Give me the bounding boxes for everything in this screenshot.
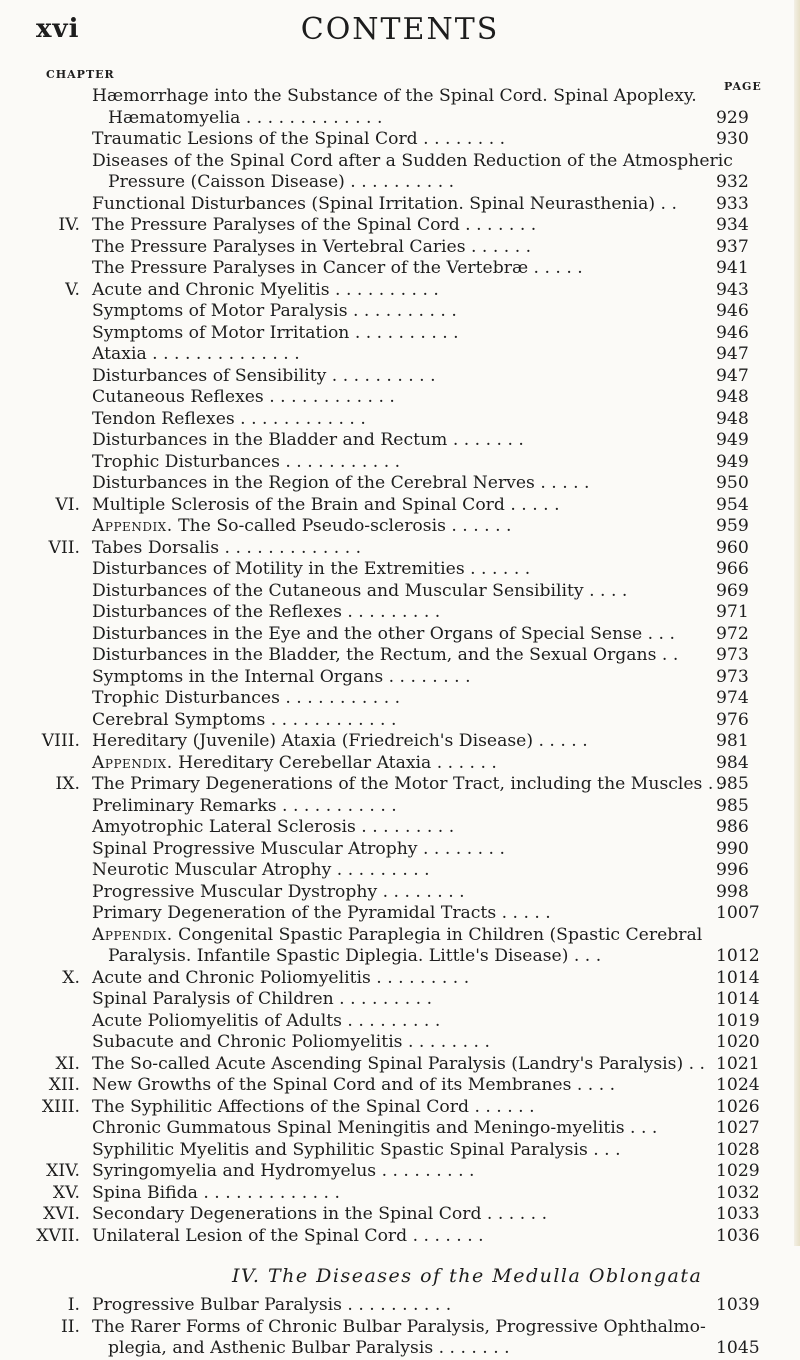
entry-title [92, 86, 697, 108]
entry-text: Hereditary (Juvenile) Ataxia (Friedreich's Disease) . . . . . [92, 731, 588, 751]
entry-text: The So-called Pseudo-sclerosis . . . . . . [178, 516, 512, 536]
page-ref: 990 [716, 838, 749, 859]
page-ref: 948 [716, 408, 749, 429]
page-ref: 1020 [716, 1032, 760, 1052]
entry-title [92, 409, 366, 431]
page-ref: 986 [716, 817, 749, 837]
page-ref: 932 [716, 172, 749, 192]
page-ref: 941 [716, 258, 749, 278]
page-ref: 973 [716, 645, 749, 665]
toc-entry [0, 624, 800, 646]
toc-entry [0, 387, 800, 409]
page-ref: 981 [716, 731, 749, 751]
page-ref: 969 [716, 580, 749, 601]
entry-title [92, 215, 536, 237]
page-ref: 929 [716, 107, 749, 128]
page-ref: 998 [716, 881, 749, 902]
entry-title [92, 710, 396, 732]
toc-entry [0, 989, 800, 1011]
entry-title [92, 1317, 706, 1339]
page-ref: 1032 [716, 1182, 760, 1203]
toc-entry [0, 1140, 800, 1162]
chapter-number: IX. [55, 774, 80, 794]
page-ref: 972 [716, 623, 749, 644]
entry-title [92, 839, 505, 861]
entry-text: Progressive Muscular Dystrophy . . . . . . . . [92, 881, 465, 902]
appendix-label: Appendix. [92, 924, 173, 945]
toc-entry [0, 688, 800, 710]
toc-entry [0, 1118, 800, 1140]
entry-text: Ataxia . . . . . . . . . . . . . . [92, 344, 300, 364]
entry-title [92, 1161, 474, 1183]
page-ref: 1014 [716, 967, 760, 988]
toc-entry [0, 516, 800, 538]
entry-title [92, 645, 678, 667]
entry-title [92, 602, 440, 624]
toc-entry [0, 925, 800, 947]
entry-text: Paralysis. Infantile Spastic Diplegia. Little's Disease) . . . [108, 946, 602, 966]
toc-entry [0, 1295, 800, 1317]
page-ref: 1036 [716, 1225, 760, 1246]
page-ref: 930 [716, 129, 749, 149]
entry-text: Disturbances in the Region of the Cerebral Nerves . . . . . [92, 473, 590, 493]
entry-text: Pressure (Caisson Disease) . . . . . . . . . . [108, 172, 455, 192]
entry-title [108, 108, 382, 130]
entry-text: Neurotic Muscular Atrophy . . . . . . . . . [92, 860, 430, 880]
entry-text: Spinal Progressive Muscular Atrophy . . . . . . . . [92, 838, 505, 859]
page-ref: 1024 [716, 1075, 760, 1095]
entry-text: Disturbances of the Cutaneous and Muscular Sensibility . . . . [92, 580, 628, 601]
entry-title [108, 1338, 510, 1360]
page-ref: 947 [716, 344, 749, 364]
entry-title [92, 1097, 535, 1119]
entry-text: Syphilitic Myelitis and Syphilitic Spastic Spinal Paralysis . . . [92, 1139, 621, 1160]
toc-entry [0, 301, 800, 323]
page-ref: 937 [716, 236, 749, 257]
appendix-label: Appendix. [92, 752, 173, 773]
entry-title [92, 903, 551, 925]
running-head [0, 12, 800, 52]
entry-text: The Pressure Paralyses in Cancer of the Vertebræ . . . . . [92, 258, 583, 278]
toc-entry [0, 1097, 800, 1119]
entry-text: Hæmatomyelia . . . . . . . . . . . . . [108, 107, 383, 128]
page-title: CONTENTS [300, 12, 500, 47]
page-ref: 974 [716, 688, 749, 708]
toc-entry [0, 645, 800, 667]
entry-text: Symptoms in the Internal Organs . . . . . . . . [92, 666, 471, 687]
toc-entry [0, 538, 800, 560]
entry-title [92, 129, 505, 151]
chapter-number: VI. [55, 494, 80, 515]
page-ref: 959 [716, 516, 749, 536]
entry-title [92, 1295, 451, 1317]
toc-entry [0, 344, 800, 366]
entry-text: Chronic Gummatous Spinal Meningitis and Meningo-myelitis . . . [92, 1118, 658, 1138]
toc-entry [0, 753, 800, 775]
entry-text: The Pressure Paralyses of the Spinal Cord . . . . . . . [92, 215, 537, 235]
toc-entry [0, 817, 800, 839]
toc-entry [0, 968, 800, 990]
chapter-number: XVII. [36, 1225, 80, 1246]
page-ref: 949 [716, 451, 749, 472]
toc-entry [0, 882, 800, 904]
page-ref: 971 [716, 602, 749, 622]
entry-title [92, 323, 459, 345]
page-ref: 960 [716, 537, 749, 558]
entry-text: Functional Disturbances (Spinal Irritation. Spinal Neurasthenia) . . [92, 193, 677, 214]
page-ref: 1039 [716, 1295, 760, 1315]
entry-title [92, 1118, 657, 1140]
toc-entry [0, 731, 800, 753]
chapter-number: VII. [48, 537, 80, 558]
chapter-number: V. [65, 279, 80, 300]
entry-title [92, 1054, 705, 1076]
toc-entry [0, 409, 800, 431]
chapter-number: XVI. [43, 1204, 80, 1224]
toc-entry [0, 839, 800, 861]
toc-entry [0, 172, 800, 194]
page-ref: 996 [716, 860, 749, 880]
page-ref: 949 [716, 430, 749, 450]
entry-title [92, 151, 733, 173]
entry-title [92, 860, 430, 882]
entry-text: Symptoms of Motor Irritation . . . . . . . . . . [92, 322, 459, 343]
page-ref: 943 [716, 279, 749, 300]
entry-title [92, 1226, 484, 1248]
chapter-number: I. [67, 1295, 80, 1315]
toc-entry [0, 1338, 800, 1360]
entry-title [92, 1011, 440, 1033]
entry-title [92, 774, 724, 796]
entry-title [108, 946, 601, 968]
page-ref: 950 [716, 473, 749, 493]
entry-text: Tendon Reflexes . . . . . . . . . . . . [92, 408, 366, 429]
entry-text: Traumatic Lesions of the Spinal Cord . . . . . . . . [92, 129, 506, 149]
entry-text: Multiple Sclerosis of the Brain and Spinal Cord . . . . . [92, 494, 560, 515]
toc-entry [0, 237, 800, 259]
chapter-number: XIII. [41, 1096, 80, 1117]
page-ref: 1012 [716, 946, 760, 966]
page-ref: 1029 [716, 1161, 760, 1181]
toc-entry [0, 129, 800, 151]
entry-text: Acute and Chronic Poliomyelitis . . . . . . . . . [92, 967, 470, 988]
entry-text: Disturbances of Motility in the Extremities . . . . . . [92, 559, 531, 579]
toc-entry [0, 151, 800, 173]
page-ref: 1026 [716, 1096, 760, 1117]
page-ref: 1027 [716, 1118, 760, 1138]
toc-entry [0, 1032, 800, 1054]
entry-text: plegia, and Asthenic Bulbar Paralysis . . . . . . . [108, 1338, 510, 1358]
toc-entry [0, 495, 800, 517]
entry-title [92, 688, 400, 710]
entry-text: Symptoms of Motor Paralysis . . . . . . . . . . [92, 301, 457, 321]
entry-title [92, 1075, 615, 1097]
table-of-contents [0, 86, 800, 1360]
toc-entry [0, 1075, 800, 1097]
toc-entry [0, 710, 800, 732]
entry-text: Cutaneous Reflexes . . . . . . . . . . . . [92, 387, 395, 407]
entry-text: Trophic Disturbances . . . . . . . . . . . [92, 688, 401, 708]
toc-entry [0, 108, 800, 130]
page-column-label: PAGE [724, 80, 762, 93]
toc-entry [0, 280, 800, 302]
entry-title [92, 344, 300, 366]
entry-text: Spina Bifida . . . . . . . . . . . . . [92, 1182, 340, 1203]
entry-title [92, 581, 627, 603]
toc-entry [0, 774, 800, 796]
toc-entry [0, 667, 800, 689]
toc-entry [0, 323, 800, 345]
entry-title [92, 882, 465, 904]
entry-title [92, 473, 590, 495]
page-ref: 948 [716, 387, 749, 407]
entry-title [92, 194, 677, 216]
page-ref: 954 [716, 494, 749, 515]
toc-entry [0, 946, 800, 968]
part-heading [0, 1247, 800, 1295]
toc-entry [0, 903, 800, 925]
toc-entry [0, 1226, 800, 1248]
entry-title [92, 968, 469, 990]
entry-text: The Rarer Forms of Chronic Bulbar Paralysis, Progressive Ophthalmo- [92, 1316, 706, 1337]
chapter-number: XI. [55, 1053, 80, 1074]
toc-entry [0, 1204, 800, 1226]
entry-text: Trophic Disturbances . . . . . . . . . . . [92, 451, 401, 472]
toc-entry [0, 1317, 800, 1339]
entry-title [92, 753, 497, 775]
toc-entry [0, 258, 800, 280]
toc-entry [0, 473, 800, 495]
chapter-number: XV. [52, 1182, 80, 1203]
toc-entry [0, 1183, 800, 1205]
entry-title [92, 301, 457, 323]
toc-entry [0, 559, 800, 581]
page-ref: 984 [716, 752, 749, 773]
entry-title [92, 1032, 490, 1054]
entry-title [92, 817, 454, 839]
entry-title [92, 989, 432, 1011]
entry-title [92, 1140, 621, 1162]
chapter-number: VIII. [41, 731, 80, 751]
entry-text: Syringomyelia and Hydromyelus . . . . . . . . . [92, 1161, 475, 1181]
toc-entry [0, 581, 800, 603]
entry-title [92, 538, 361, 560]
entry-title [92, 1204, 547, 1226]
entry-title [92, 258, 583, 280]
toc-entry [0, 1054, 800, 1076]
entry-text: The Pressure Paralyses in Vertebral Caries . . . . . . [92, 236, 532, 257]
chapter-number: XIV. [46, 1161, 80, 1181]
entry-text: Disturbances in the Bladder, the Rectum, and the Sexual Organs . . [92, 645, 679, 665]
entry-title [92, 559, 530, 581]
entry-title [92, 796, 397, 818]
entry-title [92, 452, 400, 474]
entry-title [92, 280, 439, 302]
entry-text: Primary Degeneration of the Pyramidal Tracts . . . . . [92, 903, 551, 923]
entry-title [108, 172, 454, 194]
toc-entry [0, 1011, 800, 1033]
part-heading-text: IV. The Diseases of the Medulla Oblongata [232, 1265, 703, 1287]
entry-text: Cerebral Symptoms . . . . . . . . . . . . [92, 709, 397, 730]
page-ref: 976 [716, 709, 749, 730]
entry-text: Diseases of the Spinal Cord after a Sudden Reduction of the Atmospheric [92, 150, 733, 171]
toc-entry [0, 860, 800, 882]
page-ref: 1045 [716, 1338, 760, 1358]
toc-entry [0, 430, 800, 452]
entry-text: Tabes Dorsalis . . . . . . . . . . . . . [92, 537, 362, 558]
entry-title [92, 667, 471, 689]
entry-text: Secondary Degenerations in the Spinal Cord . . . . . . [92, 1204, 548, 1224]
chapter-number: X. [62, 967, 80, 988]
entry-text: Spinal Paralysis of Children . . . . . . . . . [92, 989, 433, 1009]
toc-entry [0, 215, 800, 237]
page-ref: 946 [716, 301, 749, 321]
entry-title [92, 516, 511, 538]
page-number: xvi [36, 14, 80, 44]
toc-entry [0, 452, 800, 474]
toc-entry [0, 1161, 800, 1183]
entry-text: Disturbances of the Reflexes . . . . . . . . . [92, 602, 441, 622]
entry-text: Preliminary Remarks . . . . . . . . . . . [92, 795, 397, 816]
entry-title [92, 1183, 340, 1205]
page-ref: 1014 [716, 989, 760, 1009]
toc-entry [0, 602, 800, 624]
page-ref: 1007 [716, 903, 760, 923]
entry-title [92, 237, 531, 259]
chapter-number: IV. [58, 215, 80, 235]
entry-text: Disturbances in the Eye and the other Organs of Special Sense . . . [92, 623, 675, 644]
page-ref: 934 [716, 215, 749, 235]
entry-text: Acute and Chronic Myelitis . . . . . . . . . . [92, 279, 439, 300]
appendix-label: Appendix. [92, 516, 173, 536]
entry-title [92, 731, 588, 753]
entry-text: Congenital Spastic Paraplegia in Children (Spastic Cerebral [178, 924, 703, 945]
entry-text: Acute Poliomyelitis of Adults . . . . . . . . . [92, 1010, 441, 1031]
entry-text: Hæmorrhage into the Substance of the Spinal Cord. Spinal Apoplexy. [92, 86, 697, 106]
entry-text: Progressive Bulbar Paralysis . . . . . . . . . . [92, 1295, 452, 1315]
chapter-column-label: CHAPTER [46, 68, 115, 81]
page-ref: 985 [716, 795, 749, 816]
entry-text: Subacute and Chronic Poliomyelitis . . . . . . . . [92, 1032, 490, 1052]
entry-text: The Syphilitic Affections of the Spinal Cord . . . . . . [92, 1096, 535, 1117]
entry-text: Unilateral Lesion of the Spinal Cord . . . . . . . [92, 1225, 484, 1246]
entry-title [92, 624, 675, 646]
entry-text: New Growths of the Spinal Cord and of its Membranes . . . . [92, 1075, 616, 1095]
page-ref: 1021 [716, 1053, 760, 1074]
page-ref: 973 [716, 666, 749, 687]
entry-title [92, 387, 395, 409]
toc-entry [0, 86, 800, 108]
entry-title [92, 495, 560, 517]
entry-title [92, 430, 524, 452]
page-ref: 1028 [716, 1139, 760, 1160]
toc-entry [0, 194, 800, 216]
page-ref: 946 [716, 322, 749, 343]
entry-title [92, 925, 702, 947]
entry-text: Amyotrophic Lateral Sclerosis . . . . . . . . . [92, 817, 455, 837]
chapter-number: II. [60, 1316, 80, 1337]
entry-text: Disturbances in the Bladder and Rectum . . . . . . . [92, 430, 524, 450]
page-ref: 933 [716, 193, 749, 214]
toc-entry [0, 366, 800, 388]
toc-entry [0, 796, 800, 818]
entry-text: Hereditary Cerebellar Ataxia . . . . . . [178, 752, 497, 773]
chapter-number: XII. [48, 1075, 80, 1095]
page-ref: 1019 [716, 1010, 760, 1031]
page-ref: 966 [716, 559, 749, 579]
entry-title [92, 366, 436, 388]
entry-text: The Primary Degenerations of the Motor Tract, including the Muscles . . [92, 774, 725, 794]
page-ref: 1033 [716, 1204, 760, 1224]
entry-text: The So-called Acute Ascending Spinal Paralysis (Landry's Paralysis) . . [92, 1053, 706, 1074]
page-ref: 947 [716, 365, 749, 386]
page-ref: 985 [716, 774, 749, 794]
entry-text: Disturbances of Sensibility . . . . . . . . . . [92, 365, 436, 386]
